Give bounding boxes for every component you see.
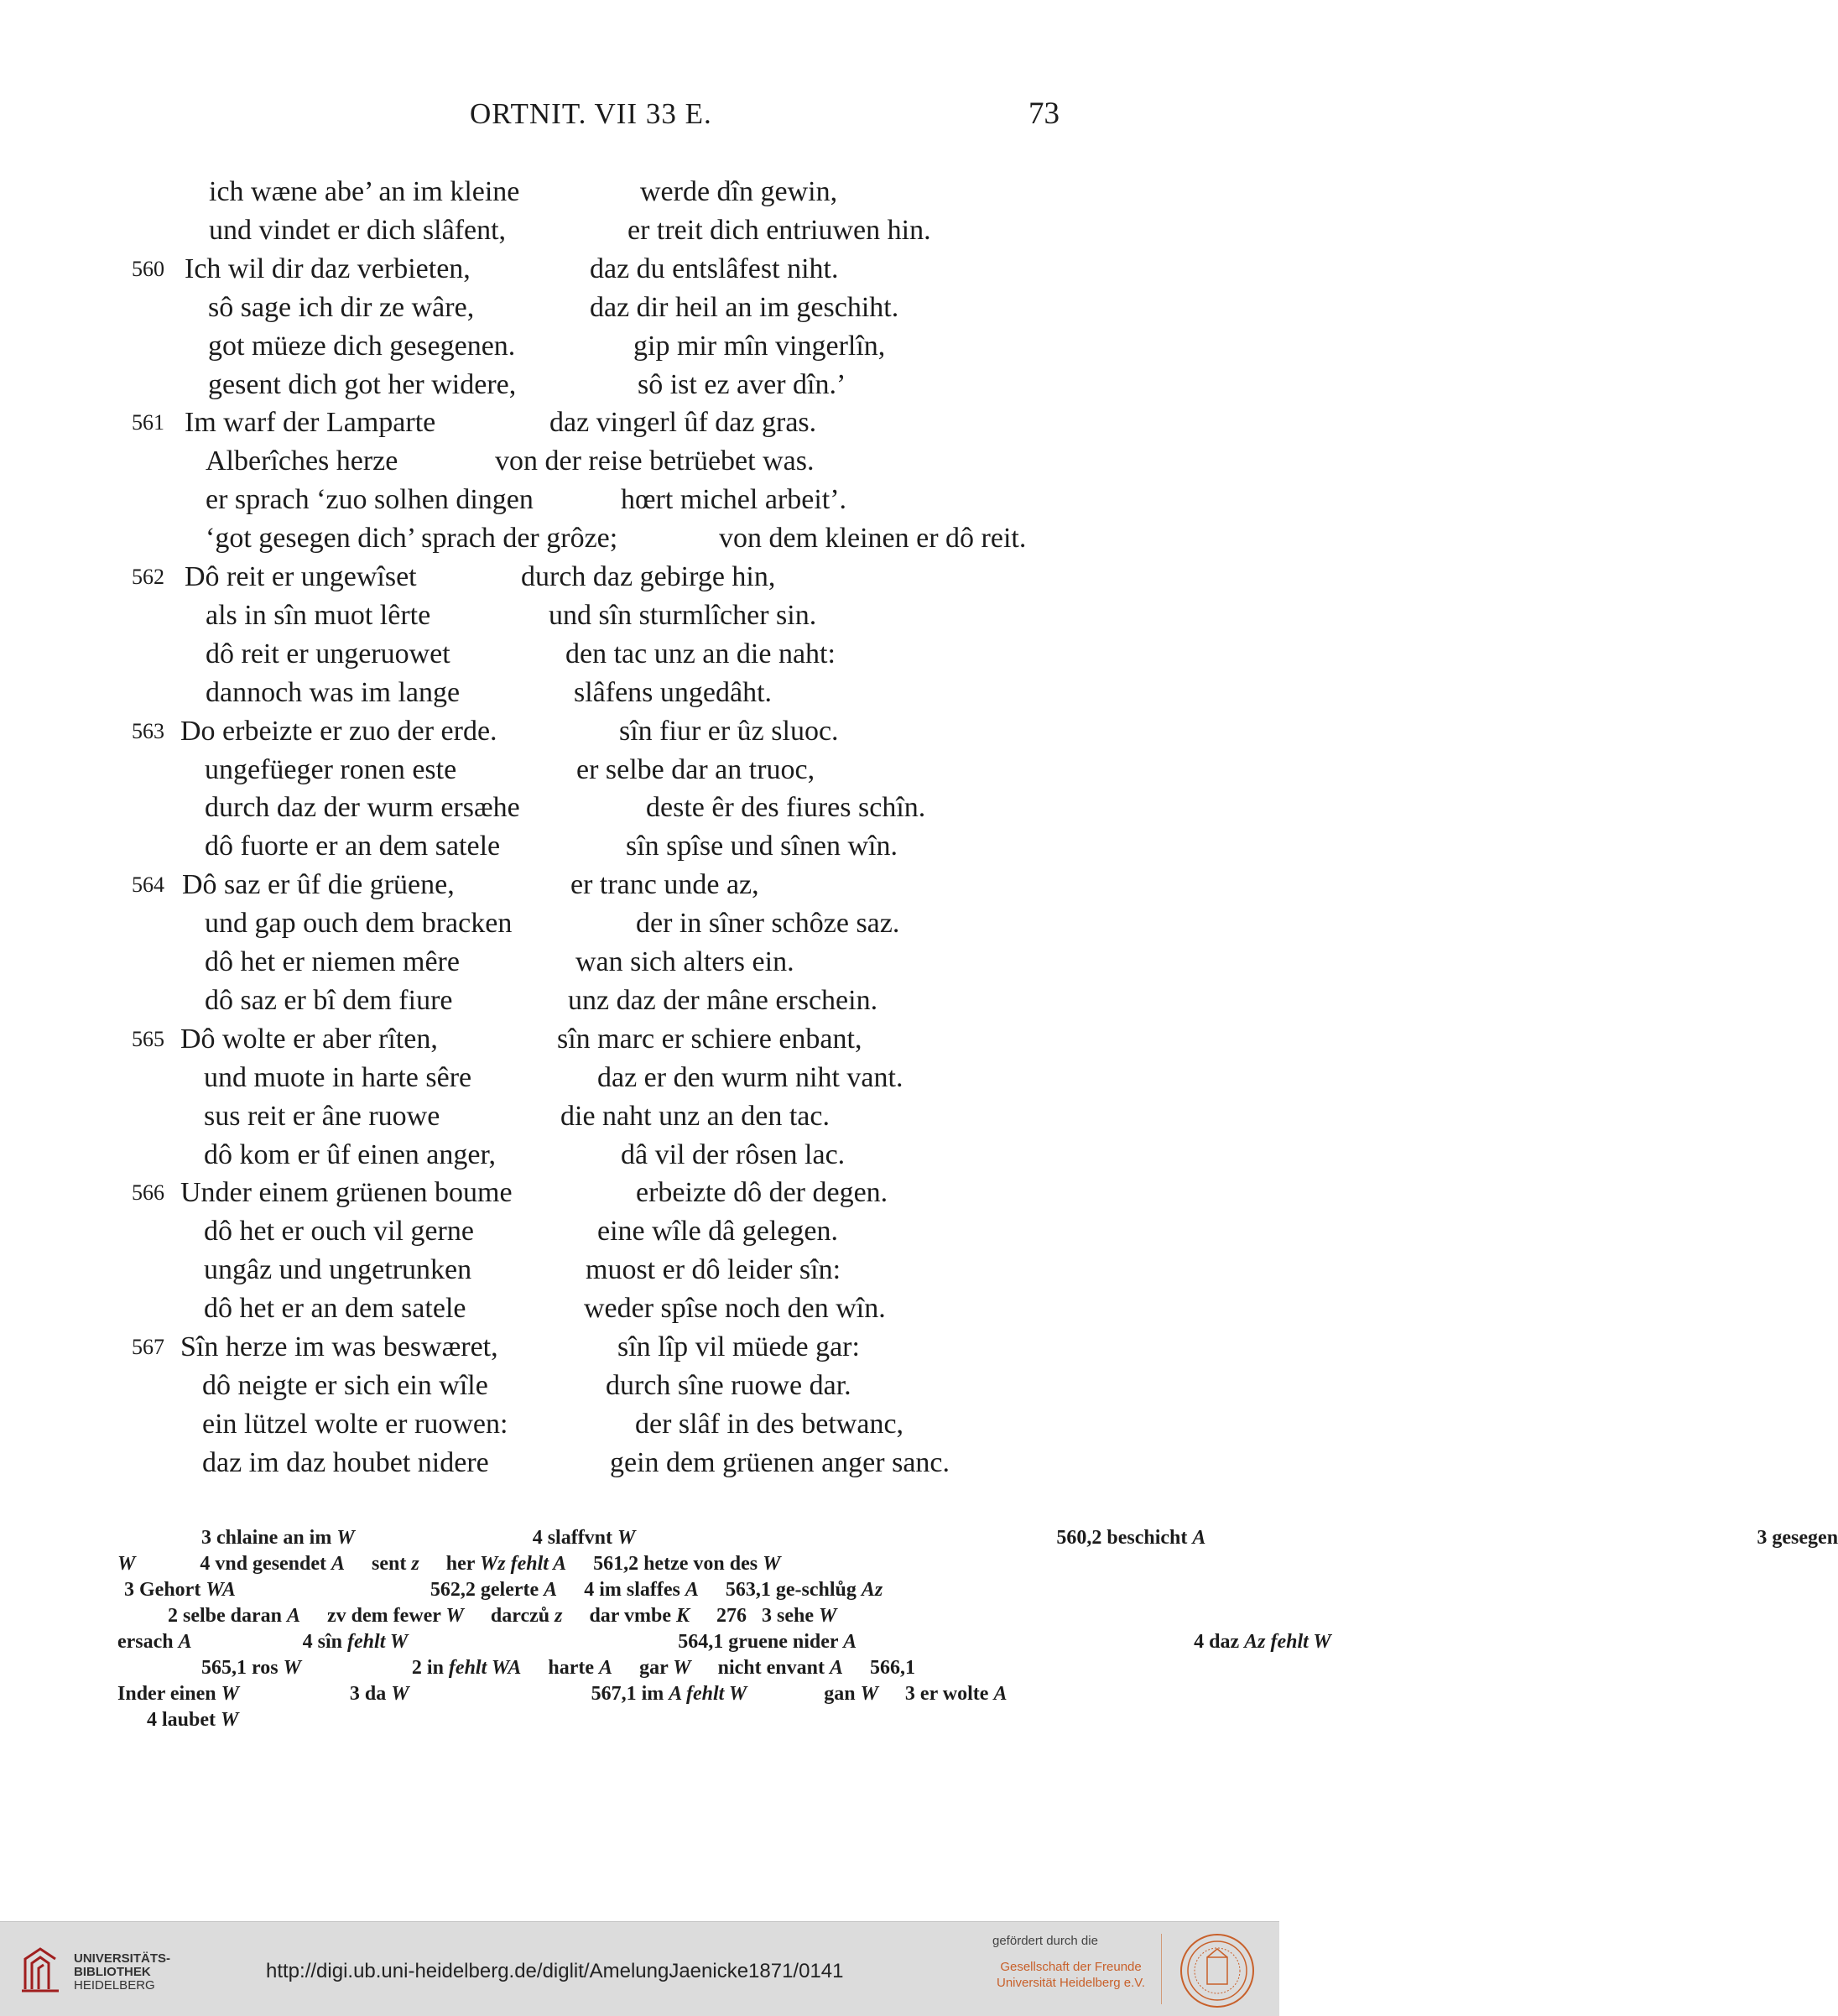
verse-first-half: ungâz und ungetrunken (204, 1254, 472, 1285)
apparatus-text: 565,1 ros (201, 1657, 284, 1679)
apparatus-siglum: W (221, 1683, 239, 1705)
verse-number: 563 (132, 719, 164, 743)
sponsor-label: gefördert durch die (992, 1934, 1098, 1948)
verse-first-half: sô sage ich dir ze wâre, (208, 292, 475, 323)
apparatus-siglum: A (843, 1631, 857, 1653)
verse-second-half: hœrt michel arbeit’. (621, 484, 847, 515)
verse-number: 564 (132, 873, 164, 897)
apparatus-siglum: K (676, 1605, 690, 1627)
verse-number: 561 (132, 410, 164, 435)
apparatus-text: 562,2 gelerte (430, 1579, 544, 1601)
apparatus-text: ersach (117, 1631, 179, 1653)
verse-line (0, 751, 1091, 789)
apparatus-text: dar vmbe (589, 1605, 676, 1627)
apparatus-text: 4 slaffvnt (532, 1527, 618, 1549)
digitization-footer (0, 1921, 1279, 2016)
verse-line (0, 1059, 1091, 1097)
verse-line (0, 404, 1091, 442)
society-name-line: Universität Heidelberg e.V. (997, 1976, 1146, 1990)
verse-line (0, 211, 1091, 250)
apparatus-text: 560,2 beschicht (1056, 1527, 1193, 1549)
verse-line (0, 519, 1091, 558)
apparatus-text: 2 in (411, 1657, 449, 1679)
verse-line (0, 789, 1091, 827)
verse-first-half: und gap ouch dem bracken (205, 908, 513, 939)
apparatus-line (201, 1525, 1838, 1551)
verse-line (0, 366, 1091, 404)
verse-line (0, 289, 1091, 327)
verse-number: 562 (132, 565, 164, 589)
society-name-line: Gesellschaft der Freunde (1000, 1960, 1142, 1974)
footer-divider (1161, 1934, 1162, 2004)
verse-line (0, 674, 1091, 712)
verse-second-half: weder spîse noch den wîn. (584, 1293, 886, 1324)
verse-first-half: und muote in harte sêre (204, 1062, 472, 1093)
apparatus-siglum: A (544, 1579, 558, 1601)
verse-line (0, 827, 1091, 866)
apparatus-text: nicht envant (717, 1657, 830, 1679)
verse-second-half: werde dîn gewin, (640, 176, 838, 207)
apparatus-siglum: W (221, 1709, 239, 1731)
library-name-line: UNIVERSITÄTS- (74, 1951, 171, 1966)
apparatus-text: 3 gesegen (1757, 1527, 1838, 1549)
apparatus-text: Inder einen (117, 1683, 221, 1705)
verse-second-half: daz vingerl ûf daz gras. (549, 407, 817, 438)
verse-second-half: sîn lîp vil müede gar: (617, 1331, 860, 1362)
verse-second-half: wan sich alters ein. (575, 946, 794, 977)
verse-first-half: gesent dich got her widere, (208, 369, 517, 400)
verse-first-half: daz im daz houbet nidere (202, 1447, 489, 1478)
verse-second-half: und sîn sturmlîcher sin. (549, 600, 817, 631)
apparatus-line (117, 1629, 1343, 1655)
verse-second-half: sîn fiur er ûz sluoc. (619, 716, 839, 747)
verse-second-half: dâ vil der rôsen lac. (621, 1139, 846, 1170)
verse-first-half: dô saz er bî dem fiure (205, 985, 453, 1016)
apparatus-siglum: A (599, 1657, 613, 1679)
verse-line (0, 173, 1091, 211)
verse-number: 567 (132, 1335, 164, 1359)
verse-second-half: eine wîle dâ gelegen. (597, 1216, 838, 1247)
verse-line (0, 904, 1091, 943)
verse-first-half: Dô saz er ûf die grüene, (182, 869, 455, 900)
library-name-line: HEIDELBERG (74, 1978, 155, 1993)
apparatus-siglum: W (391, 1683, 409, 1705)
verse-first-half: dô het er an dem satele (204, 1293, 466, 1324)
apparatus-text: 567,1 im (591, 1683, 669, 1705)
verse-line (0, 1174, 1091, 1212)
apparatus-text: gan (824, 1683, 861, 1705)
verse-line (0, 327, 1091, 366)
apparatus-text: 3 chlaine an im (201, 1527, 337, 1549)
verse-first-half: durch daz der wurm ersæhe (205, 792, 520, 823)
verse-second-half: erbeizte dô der degen. (636, 1177, 888, 1208)
apparatus-text: 3 sehe (762, 1605, 820, 1627)
apparatus-siglum: fehlt WA (448, 1657, 522, 1679)
apparatus-line (117, 1551, 792, 1577)
apparatus-text: 4 vnd gesendet (200, 1553, 332, 1575)
apparatus-siglum: A (1192, 1527, 1206, 1549)
verse-first-half: dô neigte er sich ein wîle (202, 1370, 488, 1401)
verse-second-half: der slâf in des betwanc, (635, 1409, 904, 1440)
verse-second-half: daz er den wurm niht vant. (597, 1062, 903, 1093)
apparatus-siglum: fehlt W (347, 1631, 409, 1653)
verse-second-half: die naht unz an den tac. (560, 1101, 830, 1132)
apparatus-siglum: W (673, 1657, 691, 1679)
verse-second-half: von dem kleinen er dô reit. (719, 523, 1027, 554)
verse-line (0, 1328, 1091, 1367)
verse-line (0, 596, 1091, 635)
apparatus-siglum: W (445, 1605, 464, 1627)
verse-first-half: Dô wolte er aber rîten, (180, 1024, 438, 1055)
apparatus-text: 4 sîn (302, 1631, 348, 1653)
permalink-url[interactable]: http://digi.ub.uni-heidelberg.de/diglit/AmelungJaenicke1871/0141 (266, 1960, 844, 1982)
verse-number: 560 (132, 257, 164, 281)
apparatus-siglum: W (117, 1553, 136, 1575)
verse-second-half: daz du entslâfest niht. (590, 253, 839, 284)
verse-second-half: deste êr des fiures schîn. (646, 792, 926, 823)
university-seal-icon (1179, 1932, 1256, 2009)
page-number: 73 (1028, 96, 1060, 131)
verse-first-half: Do erbeizte er zuo der erde. (180, 716, 497, 747)
apparatus-siglum: Az fehlt W (1244, 1631, 1331, 1653)
apparatus-siglum: Wz fehlt A (479, 1553, 567, 1575)
verse-second-half: gein dem grüenen anger sanc. (610, 1447, 950, 1478)
library-logo-icon[interactable] (18, 1940, 75, 1998)
apparatus-text: 4 daz (1194, 1631, 1245, 1653)
apparatus-text: 276 (716, 1605, 747, 1627)
verse-first-half: Alberîches herze (206, 445, 398, 477)
apparatus-text: 566,1 (870, 1657, 915, 1679)
verse-first-half: dô reit er ungeruowet (206, 638, 450, 669)
apparatus-siglum: W (336, 1527, 355, 1549)
verse-second-half: unz daz der mâne erschein. (568, 985, 878, 1016)
verse-line (0, 1097, 1091, 1136)
verse-first-half: ich wæne abe’ an im kleine (209, 176, 520, 207)
verse-first-half: als in sîn muot lêrte (206, 600, 431, 631)
verse-first-half: Dô reit er ungewîset (185, 561, 417, 592)
verse-first-half: got müeze dich gesegenen. (208, 331, 516, 362)
verse-line (0, 1367, 1091, 1405)
apparatus-text: sent (372, 1553, 412, 1575)
apparatus-text: harte (548, 1657, 600, 1679)
apparatus-text: 2 selbe daran (168, 1605, 288, 1627)
apparatus-siglum: A (331, 1553, 346, 1575)
verse-second-half: durch sîne ruowe dar. (606, 1370, 851, 1401)
verse-first-half: Under einem grüenen boume (180, 1177, 513, 1208)
verse-line (0, 481, 1091, 519)
apparatus-line (124, 1577, 894, 1603)
verse-first-half: dô het er niemen mêre (205, 946, 460, 977)
apparatus-siglum: A fehlt W (669, 1683, 747, 1705)
apparatus-text: 563,1 ge-schlůg (725, 1579, 862, 1601)
verse-second-half: gip mir mîn vingerlîn, (633, 331, 886, 362)
verse-line (0, 866, 1091, 904)
verse-first-half: dannoch was im lange (206, 677, 461, 708)
apparatus-text: zv dem fewer (327, 1605, 446, 1627)
apparatus-siglum: A (178, 1631, 192, 1653)
verse-number: 566 (132, 1180, 164, 1205)
apparatus-line (147, 1707, 250, 1733)
apparatus-line (168, 1603, 848, 1629)
verse-line (0, 558, 1091, 596)
verse-second-half: muost er dô leider sîn: (586, 1254, 841, 1285)
verse-line (0, 712, 1091, 751)
apparatus-text: 4 laubet (147, 1709, 221, 1731)
verse-line (0, 1251, 1091, 1289)
apparatus-siglum: W (860, 1683, 878, 1705)
verse-line (0, 1289, 1091, 1328)
apparatus-siglum: z (555, 1605, 563, 1627)
verse-first-half: Ich wil dir daz verbieten, (185, 253, 471, 284)
verse-second-half: slâfens ungedâht. (574, 677, 773, 708)
apparatus-siglum: Az (861, 1579, 883, 1601)
apparatus-text: 3 da (349, 1683, 392, 1705)
verse-second-half: sîn spîse und sînen wîn. (626, 831, 898, 862)
apparatus-text: 3 Gehort (124, 1579, 206, 1601)
verse-line (0, 250, 1091, 289)
running-header-title: ORTNIT. VII 33 E. (470, 97, 712, 130)
apparatus-siglum: A (685, 1579, 699, 1601)
verse-first-half: dô fuorte er an dem satele (205, 831, 501, 862)
verse-line (0, 1444, 1091, 1482)
apparatus-siglum: z (411, 1553, 419, 1575)
library-name-line: BIBLIOTHEK (74, 1965, 151, 1979)
society-name[interactable] (997, 1959, 1145, 1991)
apparatus-siglum: A (829, 1657, 843, 1679)
verse-second-half: den tac unz an die naht: (565, 638, 836, 669)
verse-first-half: Sîn herze im was beswæret, (180, 1331, 498, 1362)
apparatus-siglum: WA (206, 1579, 236, 1601)
verse-line (0, 1212, 1091, 1251)
verse-line (0, 1405, 1091, 1444)
apparatus-siglum: A (993, 1683, 1008, 1705)
verse-first-half: und vindet er dich slâfent, (209, 215, 507, 246)
verse-second-half: er selbe dar an truoc, (576, 754, 815, 785)
verse-second-half: er tranc unde az, (570, 869, 759, 900)
verse-second-half: der in sîner schôze saz. (636, 908, 900, 939)
verse-first-half: er sprach ‘zuo solhen dingen (206, 484, 534, 515)
verse-first-half: dô kom er ûf einen anger, (204, 1139, 496, 1170)
apparatus-text: darczů (490, 1605, 555, 1627)
apparatus-siglum: W (819, 1605, 837, 1627)
verse-line (0, 982, 1091, 1020)
verse-line (0, 442, 1091, 481)
library-name (74, 1952, 170, 1993)
apparatus-text: gar (639, 1657, 674, 1679)
verse-line (0, 1136, 1091, 1175)
verse-second-half: sô ist ez aver dîn.’ (638, 369, 846, 400)
verse-number: 565 (132, 1027, 164, 1051)
verse-line (0, 943, 1091, 982)
verse-first-half: dô het er ouch vil gerne (204, 1216, 474, 1247)
apparatus-siglum: W (283, 1657, 301, 1679)
verse-first-half: Im warf der Lamparte (185, 407, 436, 438)
verse-first-half: sus reit er âne ruowe (204, 1101, 440, 1132)
verse-second-half: er treit dich entriuwen hin. (627, 215, 931, 246)
apparatus-siglum: A (287, 1605, 301, 1627)
apparatus-text: 4 im slaffes (584, 1579, 685, 1601)
verse-line (0, 635, 1091, 674)
verse-second-half: daz dir heil an im geschiht. (590, 292, 899, 323)
apparatus-text: her (445, 1553, 480, 1575)
verse-second-half: durch daz gebirge hin, (521, 561, 776, 592)
apparatus-line (201, 1655, 915, 1681)
verse-first-half: ‘got gesegen dich’ sprach der grôze; (206, 523, 618, 554)
verse-second-half: sîn marc er schiere enbant, (557, 1024, 862, 1055)
apparatus-siglum: W (617, 1527, 636, 1549)
apparatus-text: 561,2 hetze von des (593, 1553, 763, 1575)
verse-line (0, 1020, 1091, 1059)
verse-first-half: ein lützel wolte er ruowen: (202, 1409, 508, 1440)
apparatus-siglum: W (763, 1553, 781, 1575)
apparatus-text: 3 er wolte (904, 1683, 994, 1705)
verse-second-half: von der reise betrüebet was. (495, 445, 815, 477)
apparatus-text: 564,1 gruene nider (678, 1631, 844, 1653)
apparatus-line (117, 1681, 1018, 1707)
verse-first-half: ungefüeger ronen este (205, 754, 457, 785)
